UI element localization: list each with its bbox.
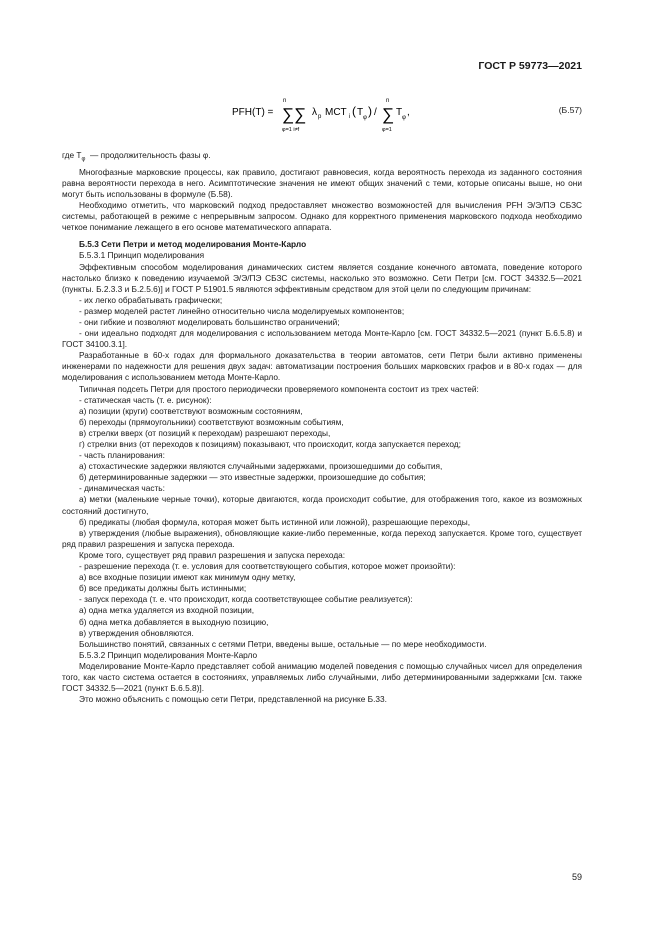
list-item-long: - они идеально подходят для моделирования с использованием метода Монте-Карло [см. ГОСТ 34332.5—2021 (пункт Б.6.5.8) и ГОСТ 34100.3.1]. [62,328,582,350]
where-sub: φ [81,156,86,163]
formula-sum-lower-1: φ=1 i≠f [282,127,300,133]
list-item: б) все предикаты должны быть истинными; [79,583,247,594]
list-2 [62,395,582,495]
formula-sum-upper-1: n [283,98,287,104]
list-item: Большинство понятий, связанных с сетями Петри, введены выше, остальные — по мере необходимости. [79,638,487,649]
formula-t2-sub: φ [402,115,406,121]
list-item: а) все входные позиции имеют как минимум одну метку, [79,572,296,583]
list-item: - размер моделей растет линейно относительно числа моделируемых компонентов; [79,305,405,316]
formula-comma: , [407,107,410,118]
list-3 [62,517,582,528]
list-item: б) одна метка добавляется в выходную позицию, [79,616,269,627]
list-item: б) предикаты (любая формула, которая может быть истинной или ложной), разрешающие переходы, [79,516,471,527]
paragraph-9: Это можно объяснить с помощью сети Петри, представленной на рисунке Б.33. [79,694,387,705]
formula-sum-lower-2: φ=1 [382,127,392,133]
formula-t1: T [357,107,364,118]
paragraph-3: Эффективным способом моделирования динамических систем является создание конечного автомата, поведение которого настолько близко к поведению изучаемой Э/Э/ПЭ СБЗС системы, насколько это возможно. Сети Петри [см. ГОСТ 34332.5—2021 (пункты. Б.2.3.3 и Б.2.5.6)] и ГОСТ Р 51901.5 являются эффективным средством для этой цели по следующим причинам: [62,261,582,294]
formula-t1-sub: φ [363,115,367,121]
paragraph-1: Многофазные марковские процессы, как правило, достигают равновесия, когда вероятность перехода из заданного состояния равна вероятности перехода в него. Асимптотические значения не имеют общих значений с теми, которые описаны выше, но они могут быть использованы в формуле (Б.58). [62,166,582,199]
list-item: - их легко обрабатывать графически; [79,294,223,305]
where-clause [62,150,582,166]
page-content [62,150,582,705]
section-heading: Б.5.3 Сети Петри и метод моделирования Монте-Карло [79,239,307,250]
formula-sum-sign-1: ∑∑ [282,105,307,124]
formula-number: (Б.57) [558,105,582,115]
document-id: ГОСТ Р 59773—2021 [478,60,582,72]
formula-slash: / [374,107,377,118]
list-item: - разрешение перехода (т. е. условия для соответствующего события, которое может произойти): [79,561,456,572]
list-1 [62,295,582,328]
paragraph-2: Необходимо отметить, что марковский подход предоставляет множество возможностей для вычисления PFH Э/Э/ПЭ СБЗС системы, работающей в режиме с непрерывным запросом. Однако для корректного применения марковского подхода необходимо четкое понимание лежащего в его основе математического аппарата. [62,200,582,233]
where-text: — продолжительность фазы φ. [90,150,211,160]
where-prefix: где T [62,150,82,160]
formula-mct: MCT [325,107,347,118]
formula-mct-sub: i [349,114,351,120]
page-number: 59 [571,872,582,882]
paragraph-6: а) метки (маленькие черные точки), которые двигаются, когда происходит событие, для отображения того, какое из возможных состояний достигнуто, [62,494,582,516]
list-item: - запуск перехода (т. е. что происходит, когда соответствующее событие реализуется): [79,594,413,605]
paragraph-7: в) утверждения (любые выражения), обновляющие какие-либо переменные, когда переход запускается. Кроме того, существует ряд правил разрешения и запуска перехода. [62,527,582,549]
paragraph-8: Моделирование Монте-Карло представляет собой анимацию моделей поведения с помощью случайных чисел для определения того, как часто система остается в состояниях, управляемых либо случайными, либо детерминированными задержками [см. также ГОСТ 34332.5—2021 (пункт Б.6.5.8)]. [62,660,582,694]
formula-lambda: λ [312,107,317,118]
formula-paren-close: ) [368,104,372,118]
list-item: - динамическая часть: [79,483,165,494]
list-item: б) переходы (прямоугольники) соответствуют возможным событиям, [79,416,344,427]
list-item: Кроме того, существует ряд правил разрешения и запуска перехода: [79,549,346,560]
formula-lhs: PFH(T) = [232,107,274,118]
subsection-1: Б.5.3.1 Принцип моделирования [79,250,205,261]
paragraph-5: Типичная подсеть Петри для простого периодически проверяемого компонента состоит из трех частей: [79,383,479,394]
paragraph-4: Разработанные в 60-х годах для формального доказательства в теории автоматов, сети Петри были активно применены инженерами по надежности для решения двух задач: автоматизации построения больших марковских графов и в 80-х годах — для моделирования с использованием метода Монте-Карло. [62,350,582,383]
formula-t2: T [396,107,403,118]
list-item: - статическая часть (т. е. рисунок): [79,394,212,405]
formula-lambda-sub: p [318,114,322,120]
subsection-2: Б.5.3.2 Принцип моделирования Монте-Карло [79,649,258,660]
list-item: а) стохастические задержки являются случайными задержками, произошедшими до события, [79,461,443,472]
formula-svg [0,96,661,136]
list-item: б) детерминированные задержки — это известные задержки, произошедшие до события; [79,472,426,483]
list-item: - они гибкие и позволяют моделировать большинство ограничений; [79,316,340,327]
list-item: а) одна метка удаляется из входной позиции, [79,605,255,616]
list-item: а) позиции (круги) соответствуют возможным состояниям, [79,405,303,416]
formula-paren-open: ( [352,104,356,118]
list-item: - часть планирования: [79,450,165,461]
formula-b57 [0,96,661,136]
list-item: г) стрелки вниз (от переходов к позициям) показывают, что происходит, когда запускается переход; [79,439,461,449]
list-4 [62,550,582,661]
formula-sum-sign-2: ∑ [382,105,395,124]
list-item: в) утверждения обновляются. [79,627,194,638]
formula-sum-upper-2: n [386,98,390,104]
list-item: в) стрелки вверх (от позиций к переходам) разрешают переходы, [79,427,331,438]
